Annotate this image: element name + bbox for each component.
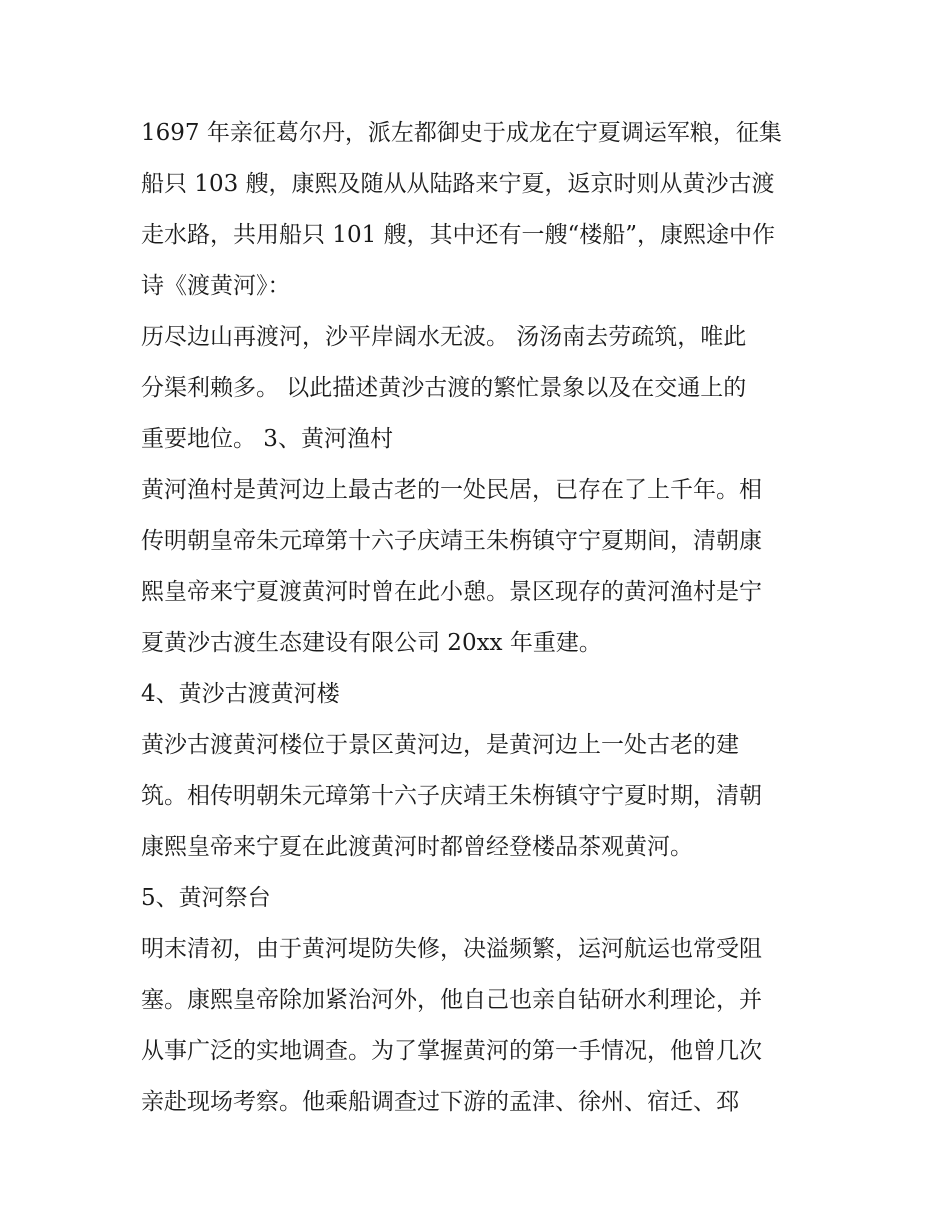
text-line: 黄沙古渡黄河楼位于景区黄河边，是黄河边上一处古老的建	[141, 732, 739, 758]
text-line: 熙皇帝来宁夏渡黄河时曾在此小憩。景区现存的黄河渔村是宁	[141, 579, 762, 605]
text-line: 传明朝皇帝朱元璋第十六子庆靖王朱栴镇守宁夏期间，清朝康	[141, 528, 762, 554]
section-heading-fishing-village: 重要地位。 3、黄河渔村	[141, 426, 393, 452]
text-line: 黄河渔村是黄河边上最古老的一处民居，已存在了上千年。相	[141, 477, 762, 503]
text-line: 诗《渡黄河》：	[141, 273, 291, 299]
text-line: 康熙皇帝来宁夏在此渡黄河时都曾经登楼品茶观黄河。	[141, 834, 693, 860]
section-heading-yellow-river-tower: 4、黄沙古渡黄河楼	[141, 681, 340, 707]
text-line: 1697 年亲征葛尔丹，派左都御史于成龙在宁夏调运军粮，征集	[141, 120, 782, 146]
text-line: 船只 103 艘，康熙及随从从陆路来宁夏，返京时则从黄沙古渡	[141, 171, 775, 197]
text-line: 明末清初，由于黄河堤防失修，决溢频繁，运河航运也常受阻	[141, 936, 762, 962]
text-line: 塞。康熙皇帝除加紧治河外，他自己也亲自钻研水利理论，并	[141, 987, 762, 1013]
text-line: 亲赴现场考察。他乘船调查过下游的孟津、徐州、宿迁、邳	[141, 1089, 739, 1115]
text-line: 从事广泛的实地调查。为了掌握黄河的第一手情况，他曾几次	[141, 1038, 762, 1064]
section-heading-yellow-river-altar: 5、黄河祭台	[141, 885, 271, 911]
text-line: 筑。相传明朝朱元璋第十六子庆靖王朱栴镇守宁夏时期，清朝	[141, 783, 762, 809]
poem-line: 分渠利赖多。 以此描述黄沙古渡的繁忙景象以及在交通上的	[141, 375, 747, 401]
text-line: 夏黄沙古渡生态建设有限公司 20xx 年重建。	[141, 630, 602, 656]
document-body	[141, 108, 821, 1128]
text-line: 走水路，共用船只 101 艘，其中还有一艘“楼船”，康熙途中作	[141, 222, 776, 248]
poem-line: 历尽边山再渡河，沙平岸阔水无波。 汤汤南去劳疏筑，唯此	[141, 324, 747, 350]
